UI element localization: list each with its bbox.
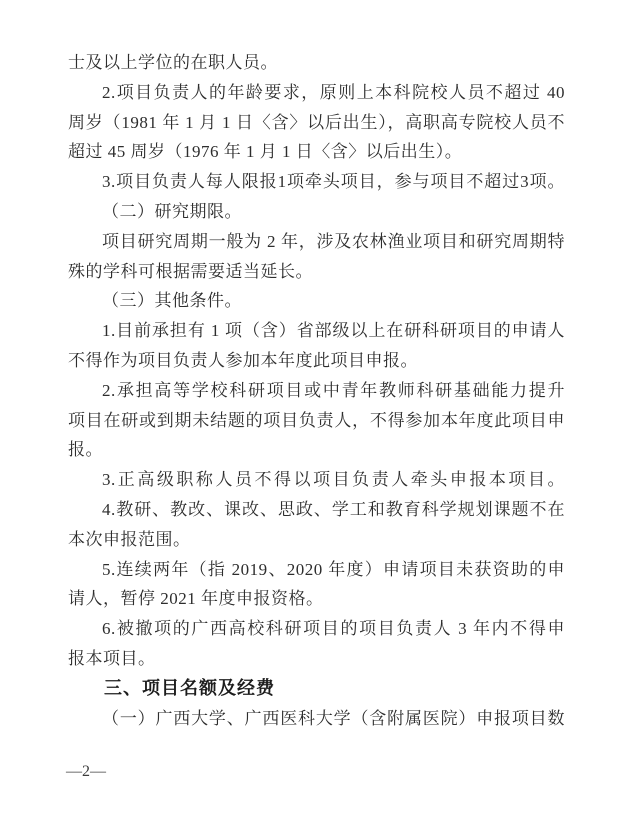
text-line: 周岁（1981 年 1 月 1 日〈含〉以后出生），高职高专院校人员不	[68, 112, 565, 132]
text-line: （一）广西大学、广西医科大学（含附属医院）申报项目数	[102, 708, 565, 728]
text-line: 4.教研、教改、课改、思政、学工和教育科学规划课题不在	[102, 499, 565, 519]
text-line: 请人，暂停 2021 年度申报资格。	[68, 589, 324, 609]
document-body	[68, 48, 565, 733]
text-line: 3.项目负责人每人限报1项牵头项目，参与项目不超过3项。	[102, 172, 565, 192]
text-line: 1.目前承担有 1 项（含）省部级以上在研科研项目的申请人	[102, 321, 565, 341]
text-line: 6.被撤项的广西高校科研项目的项目负责人 3 年内不得申	[102, 619, 565, 639]
text-line: 5.连续两年（指 2019、2020 年度）申请项目未获资助的申	[102, 559, 565, 579]
text-line: 士及以上学位的在职人员。	[68, 53, 278, 72]
text-line: 2.项目负责人的年龄要求，原则上本科院校人员不超过 40	[102, 82, 565, 102]
text-line: 超过 45 周岁（1976 年 1 月 1 日〈含〉以后出生）。	[68, 142, 463, 162]
text-line: 报本项目。	[68, 648, 156, 668]
text-line: 不得作为项目负责人参加本年度此项目申报。	[68, 350, 418, 370]
text-line: 2.承担高等学校科研项目或中青年教师科研基础能力提升	[102, 380, 565, 400]
text-line: 殊的学科可根据需要适当延长。	[68, 261, 313, 281]
text-line: 项目在研或到期未结题的项目负责人，不得参加本年度此项目申	[68, 410, 565, 430]
text-line: 报。	[68, 440, 103, 460]
text-line: 本次申报范围。	[68, 529, 191, 549]
text-line: （三）其他条件。	[102, 291, 242, 311]
text-line: （二）研究期限。	[102, 201, 242, 221]
text-line: 3.正高级职称人员不得以项目负责人牵头申报本项目。	[102, 470, 565, 490]
section-heading: 三、项目名额及经费	[104, 677, 275, 698]
text-line: 项目研究周期一般为 2 年，涉及农林渔业项目和研究周期特	[102, 231, 565, 251]
page-number: —2—	[66, 763, 106, 780]
